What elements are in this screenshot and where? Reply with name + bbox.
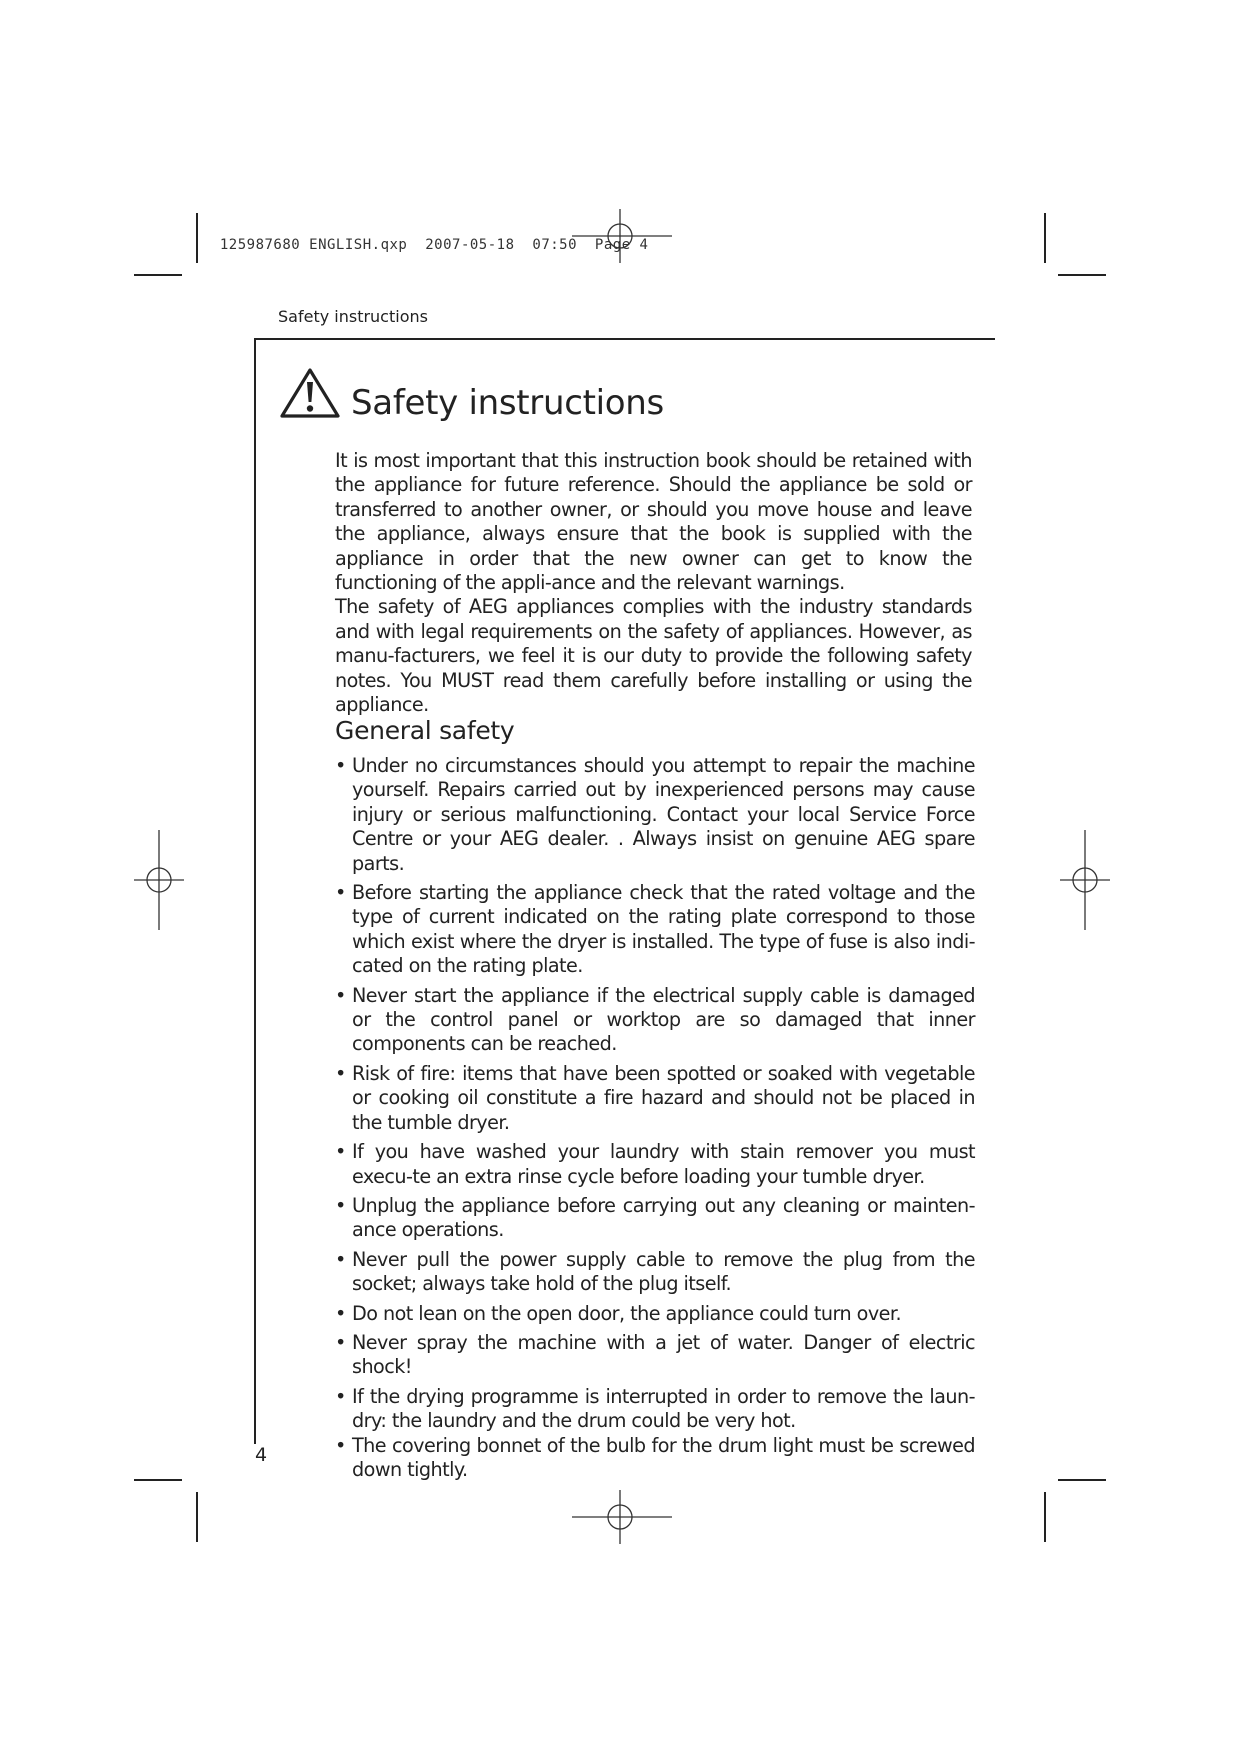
crop-mark [196, 1492, 198, 1542]
slug-page: Page 4 [594, 237, 649, 253]
safety-bullet-list [335, 754, 975, 1487]
list-item: • Unplug the appliance before carrying out any cleaning or mainten-ance operations. [335, 1194, 975, 1243]
section-heading: General safety [335, 716, 515, 745]
crop-mark [1044, 1492, 1046, 1542]
slug-date: 2007-05-18 [425, 237, 515, 253]
crop-mark [1058, 274, 1106, 276]
list-item: • Never spray the machine with a jet of water. Danger of electric shock! [335, 1331, 975, 1380]
list-item: • The covering bonnet of the bulb for the drum light must be screwed down tightly. [335, 1434, 975, 1483]
warning-triangle-icon [279, 367, 341, 419]
intro-text [335, 449, 972, 717]
list-item: • Never start the appliance if the electrical supply cable is damaged or the control panel or worktop are so damaged that inner components can be reached. [335, 984, 975, 1057]
crop-mark [196, 213, 198, 263]
list-item: • Never pull the power supply cable to remove the plug from the socket; always take hold of the plug itself. [335, 1248, 975, 1297]
slug-file: 125987680 ENGLISH.qxp [219, 237, 408, 253]
print-slug [202, 221, 648, 253]
list-item: • Before starting the appliance check that the rated voltage and the type of current indicated on the rating plate correspond to those which exist where the dryer is installed. The type of fuse is also indi-cated on the rating plate. [335, 881, 975, 979]
running-head: Safety instructions [278, 307, 428, 326]
crop-mark [1058, 1479, 1106, 1481]
margin-rule [254, 338, 256, 1444]
intro-paragraph: It is most important that this instruction book should be retained with the appliance for future reference. Should the appliance be sold or transferred to another owner, or should you move house and leave the appliance, always ensure that the book is supplied with the appliance in order that the new owner can get to know the functioning of the appli-ance and the relevant warnings. [335, 449, 972, 595]
registration-mark-icon [572, 1490, 672, 1544]
header-rule [254, 338, 995, 340]
slug-time: 07:50 [532, 237, 578, 253]
intro-paragraph: The safety of AEG appliances complies with the industry standards and with legal requirements on the safety of appliances. However, as manu-facturers, we feel it is our duty to provide the following safety notes. You MUST read them carefully before installing or using the appliance. [335, 595, 972, 717]
registration-mark-icon [1060, 830, 1110, 930]
crop-mark [1044, 213, 1046, 263]
crop-mark [134, 1479, 182, 1481]
list-item: • If you have washed your laundry with stain remover you must execu-te an extra rinse cycle before loading your tumble dryer. [335, 1140, 975, 1189]
page-number: 4 [255, 1444, 268, 1466]
list-item: • Under no circumstances should you attempt to repair the machine yourself. Repairs carried out by inexperienced persons may cause injury or serious malfunctioning. Contact your local Service Force Centre or your AEG dealer. . Always insist on genuine AEG spare parts. [335, 754, 975, 876]
list-item: • Do not lean on the open door, the appliance could turn over. [335, 1302, 975, 1326]
list-item: • Risk of fire: items that have been spotted or soaked with vegetable or cooking oil constitute a fire hazard and should not be placed in the tumble dryer. [335, 1062, 975, 1135]
crop-mark [134, 274, 182, 276]
page-title: Safety instructions [351, 383, 664, 423]
list-item: • If the drying programme is interrupted in order to remove the laun-dry: the laundry and the drum could be very hot. [335, 1385, 975, 1434]
registration-mark-icon [134, 830, 184, 930]
